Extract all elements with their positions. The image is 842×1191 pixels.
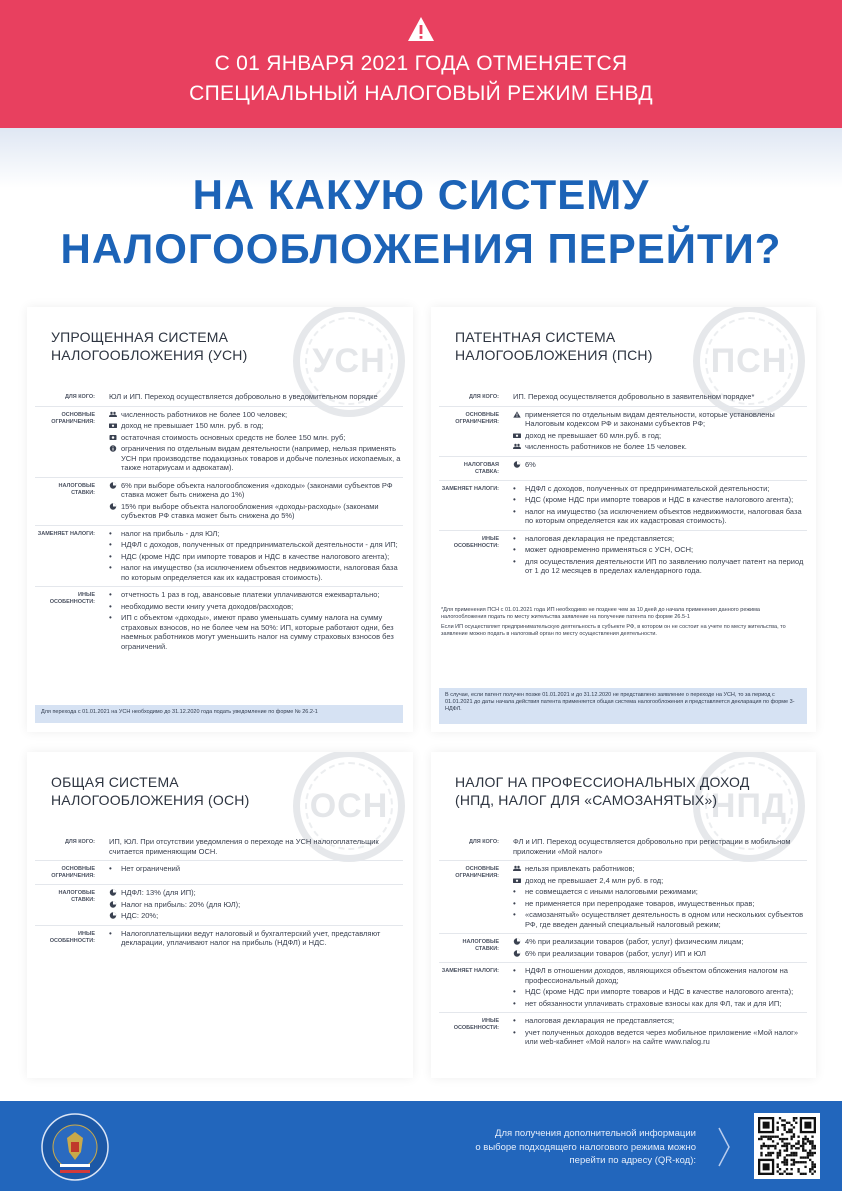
osn-seal: ОСН <box>293 752 405 862</box>
row-label: ИНЫЕ ОСОБЕННОСТИ: <box>49 592 95 605</box>
footer-info-line-3: перейти по адресу (QR-код): <box>569 1155 696 1166</box>
pie-chart-icon <box>109 482 117 489</box>
psn-row-who <box>439 389 807 407</box>
osn-row-limits <box>35 861 403 885</box>
list-item: • может одновременно применяться с УСН, ОСН; <box>513 545 807 555</box>
npd-row-rates <box>439 934 807 963</box>
list-item: • налоговая декларация не представляется; <box>513 534 807 544</box>
osn-row-other <box>35 926 403 952</box>
row-label: ОСНОВНЫЕ ОГРАНИЧЕНИЯ: <box>455 411 499 425</box>
npd-row-who <box>439 834 807 861</box>
row-label: НАЛОГОВЫЕ СТАВКИ: <box>58 482 95 496</box>
row-label: ИНЫЕ ОСОБЕННОСТИ: <box>453 1018 499 1031</box>
psn-title <box>455 328 653 364</box>
list-item: • налог на прибыль - для ЮЛ; <box>109 529 403 539</box>
osn-title <box>51 773 249 809</box>
psn-row-replaces <box>439 481 807 531</box>
osn-card <box>27 752 413 1078</box>
banknote-icon <box>513 877 521 884</box>
psn-rows <box>439 389 807 580</box>
psn-row-rate <box>439 457 807 481</box>
usn-seal: УСН <box>293 307 405 417</box>
psn-title-line-1: ПАТЕНТНАЯ СИСТЕМА <box>455 329 616 345</box>
row-label: НАЛОГОВЫЕ СТАВКИ: <box>462 939 499 952</box>
row-label: НАЛОГОВЫЕ СТАВКИ: <box>58 890 95 903</box>
list-item: • необходимо вести книгу учета доходов/расходов; <box>109 602 403 612</box>
people-icon <box>513 865 521 872</box>
pie-chart-icon <box>109 503 117 510</box>
npd-title-line-2: (НПД, НАЛОГ ДЛЯ «САМОЗАНЯТЫХ») <box>455 792 718 808</box>
headline-line-2: НАЛОГООБЛОЖЕНИЯ ПЕРЕЙТИ? <box>60 225 782 272</box>
list-item: • Налогоплательщики ведут налоговый и бухгалтерский учет, представляют декларации, уплачивают налог на прибыль (НДФЛ) и НДС. <box>109 929 403 948</box>
pie-chart-icon <box>109 889 117 896</box>
osn-title-line-2: НАЛОГООБЛОЖЕНИЯ (ОСН) <box>51 792 250 808</box>
usn-row-rates <box>35 478 403 526</box>
npd-rows <box>439 834 807 1051</box>
list-item: применяется по отдельным видам деятельности, которые установлены Налоговым кодексом РФ и законами субъектов РФ; <box>513 410 807 429</box>
banner-line-2: СПЕЦИАЛЬНЫЙ НАЛОГОВЫЙ РЕЖИМ ЕНВД <box>189 82 653 105</box>
npd-row-other <box>439 1013 807 1051</box>
npd-title-line-1: НАЛОГ НА ПРОФЕССИОНАЛЬНЫХ ДОХОД <box>455 774 750 790</box>
info-icon <box>109 445 117 452</box>
row-label: ИНЫЕ ОСОБЕННОСТИ: <box>49 930 95 944</box>
coins-icon <box>109 434 117 441</box>
list-item: ИП. Переход осуществляется добровольно в заявительном порядке* <box>513 392 755 401</box>
top-banner <box>0 0 842 128</box>
psn-seal: ПСН <box>693 307 805 417</box>
pie-chart-icon <box>513 950 521 957</box>
warning-icon <box>407 16 435 42</box>
psn-row-limits <box>439 407 807 457</box>
list-item: НДФЛ: 13% (для ИП); <box>109 888 403 898</box>
row-label: ЗАМЕНЯЕТ НАЛОГИ: <box>37 530 95 537</box>
list-item: 15% при выборе объекта налогообложения «доходы-расходы» (законами субъектов РФ ставка может быть снижена до 5%) <box>109 502 403 521</box>
psn-footnote-2: Если ИП осуществляет предпринимательскую деятельность в субъекте РФ, в котором он не состоит на учете по месту жительства, то заявление можно подать в налоговый орган по месту осуществления деятельности. <box>441 624 786 637</box>
osn-row-who <box>35 834 403 861</box>
npd-row-limits <box>439 861 807 934</box>
usn-title-line-1: УПРОЩЕННАЯ СИСТЕМА <box>51 329 229 345</box>
footer-info-line-1: Для получения дополнительной информации <box>495 1128 696 1139</box>
list-item: Налог на прибыль: 20% (для ЮЛ); <box>109 900 403 910</box>
row-label: ОСНОВНЫЕ ОГРАНИЧЕНИЯ: <box>51 866 95 879</box>
row-label: НАЛОГОВАЯ СТАВКА: <box>463 461 499 475</box>
list-item: 6% <box>513 460 807 470</box>
list-item: ИП, ЮЛ. При отсутствии уведомления о переходе на УСН налогоплательщик считается применяющим ОСН. <box>109 837 379 856</box>
chevron-right-icon <box>717 1126 731 1168</box>
npd-row-replaces <box>439 963 807 1013</box>
psn-card <box>431 307 816 732</box>
row-label: ДЛЯ КОГО: <box>64 839 95 845</box>
npd-card <box>431 752 816 1078</box>
list-item: • налог на имущество (за исключением объектов недвижимости, налоговая база по которым определяется как их кадастровая стоимость). <box>513 507 807 526</box>
list-item: ограничения по отдельным видам деятельности (например, нельзя применять УСН при производстве подакцизных товаров и добыче полезных ископаемых, а также нотариусам и адвокатам). <box>109 444 403 473</box>
row-label: ДЛЯ КОГО: <box>64 394 95 400</box>
osn-rows <box>35 834 403 952</box>
banner-line-1: С 01 ЯНВАРЯ 2021 ГОДА ОТМЕНЯЕТСЯ <box>214 52 628 75</box>
list-item: • НДФЛ в отношении доходов, являющихся объектом обложения налогом на профессиональный доход; <box>513 966 807 985</box>
usn-row-other <box>35 587 403 655</box>
list-item: 6% при выборе объекта налогообложения «доходы» (законами субъектов РФ ставка может быть снижена до 1%) <box>109 481 403 500</box>
qr-code-image <box>758 1117 816 1175</box>
list-item: 4% при реализации товаров (работ, услуг) физическим лицам; <box>513 937 807 947</box>
psn-note: В случае, если патент получен позже 01.01.2021 и до 31.12.2020 не представлено заявление о переходе на УСН, то за период с 01.01.2021 до даты начала действия патента применяется общая система налогообложения и представляется декларация по форме 3-НДФЛ. <box>439 688 807 724</box>
list-item: доход не превышает 60 млн.руб. в год; <box>513 431 807 441</box>
list-item: доход не превышает 150 млн. руб. в год; <box>109 421 403 431</box>
psn-footnote-1: *Для применения ПСН с 01.01.2021 года ИП необходимо не позднее чем за 10 дней до начала применения данного режима налогообложения подать по месту жительства заявление на получение патента по форме 26.5-1 <box>441 607 760 620</box>
list-item: • налог на имущество (за исключением объектов недвижимости, налоговая база по которым определяется как их кадастровая стоимость). <box>109 563 403 582</box>
pie-chart-icon <box>109 912 117 919</box>
list-item: численность работников не более 100 человек; <box>109 410 403 420</box>
osn-title-line-1: ОБЩАЯ СИСТЕМА <box>51 774 179 790</box>
list-item: • нет обязанности уплачивать страховые взносы как для ФЛ, так и для ИП; <box>513 999 807 1009</box>
list-item: • отчетность 1 раз в год, авансовые платежи уплачиваются ежеквартально; <box>109 590 403 600</box>
list-item: • Нет ограничений <box>109 864 403 874</box>
list-item: • налоговая декларация не представляется; <box>513 1016 807 1026</box>
row-label: ОСНОВНЫЕ ОГРАНИЧЕНИЯ: <box>455 866 499 879</box>
list-item: 6% при реализации товаров (работ, услуг) ИП и ЮЛ <box>513 949 807 959</box>
row-label: ЗАМЕНЯЕТ НАЛОГИ: <box>441 968 499 974</box>
list-item: • НДС (кроме НДС при импорте товаров и НДС в качестве налогового агента); <box>513 495 807 505</box>
list-item: • «самозанятый» осуществляет деятельность в одном или нескольких субъектов РФ, где введен данный специальный налоговый режим; <box>513 910 807 929</box>
list-item: • не совмещается с иными налоговыми режимами; <box>513 887 807 897</box>
row-label: ОСНОВНЫЕ ОГРАНИЧЕНИЯ: <box>51 411 95 425</box>
footer-info <box>396 1127 696 1168</box>
banknote-icon <box>109 422 117 429</box>
usn-note: Для перехода с 01.01.2021 на УСН необходимо до 31.12.2020 года подать уведомление по форме № 26.2-1 <box>35 705 403 723</box>
pie-chart-icon <box>109 901 117 908</box>
people-icon <box>513 443 521 450</box>
usn-row-who <box>35 389 403 407</box>
list-item: • для осуществления деятельности ИП по заявлению получает патент на период от 1 до 12 месяцев в пределах календарного года. <box>513 557 807 576</box>
usn-title <box>51 328 247 364</box>
list-item: ЮЛ и ИП. Переход осуществляется добровольно в уведомительном порядке <box>109 392 378 401</box>
pie-chart-icon <box>513 938 521 945</box>
list-item: • НДФЛ с доходов, полученных от предпринимательской деятельности; <box>513 484 807 494</box>
banknote-icon <box>513 432 521 439</box>
list-item: • не применяется при перепродаже товаров, имущественных прав; <box>513 899 807 909</box>
row-label: ЗАМЕНЯЕТ НАЛОГИ: <box>441 485 499 492</box>
warning-icon <box>513 411 521 418</box>
row-label: ДЛЯ КОГО: <box>468 394 499 400</box>
list-item: • НДС (кроме НДС при импорте товаров и НДС в качестве налогового агента); <box>513 987 807 997</box>
people-icon <box>109 411 117 418</box>
row-label: ДЛЯ КОГО: <box>468 839 499 845</box>
list-item: ФЛ и ИП. Переход осуществляется добровольно при регистрации в мобильном приложении «Мой налог» <box>513 837 791 856</box>
psn-row-other <box>439 531 807 580</box>
osn-row-rates <box>35 885 403 926</box>
list-item: остаточная стоимость основных средств не более 150 млн. руб; <box>109 433 403 443</box>
usn-title-line-2: НАЛОГООБЛОЖЕНИЯ (УСН) <box>51 347 248 363</box>
list-item: численность работников не более 15 человек. <box>513 442 807 452</box>
npd-title <box>455 773 750 809</box>
pie-chart-icon <box>513 461 521 468</box>
row-label: ИНЫЕ ОСОБЕННОСТИ: <box>453 535 499 549</box>
footer-info-line-2: о выборе подходящего налогового режима можно <box>475 1141 696 1153</box>
fns-emblem-icon <box>40 1112 110 1182</box>
list-item: • учет полученных доходов ведется через мобильное приложение «Мой налог» или web-кабинет «Мой налог» на сайте www.nalog.ru <box>513 1028 807 1047</box>
list-item: • НДФЛ с доходов, полученных от предпринимательской деятельности - для ИП; <box>109 540 403 550</box>
usn-row-limits <box>35 407 403 478</box>
list-item: НДС: 20%; <box>109 911 403 921</box>
qr-code[interactable] <box>754 1113 820 1179</box>
psn-title-line-2: НАЛОГООБЛОЖЕНИЯ (ПСН) <box>455 347 653 363</box>
npd-seal: НПД <box>693 752 805 862</box>
psn-footnotes <box>441 607 801 641</box>
list-item: • ИП с объектом «доходы», имеют право уменьшать сумму налога на сумму страховых взносов, но не более чем на 50%: ИП, которые работают одни, без наемных работников могут уменьшить налог на сумму страховых взносов без ограничений. <box>109 613 403 651</box>
usn-rows <box>35 389 403 655</box>
headline-line-1: НА КАКУЮ СИСТЕМУ <box>192 171 650 218</box>
usn-card <box>27 307 413 732</box>
list-item: нельзя привлекать работников; <box>513 864 807 874</box>
list-item: • НДС (кроме НДС при импорте товаров и НДС в качестве налогового агента); <box>109 552 403 562</box>
list-item: доход не превышает 2,4 млн руб. в год; <box>513 876 807 886</box>
usn-row-replaces <box>35 526 403 588</box>
